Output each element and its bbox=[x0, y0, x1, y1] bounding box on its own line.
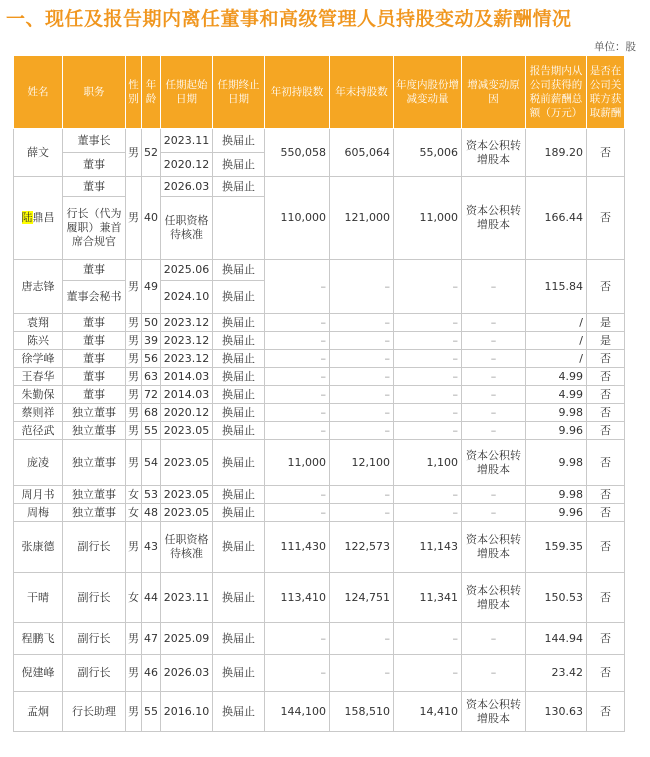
cell-init: – bbox=[265, 350, 330, 368]
cell-end: 换届止 bbox=[213, 404, 265, 422]
cell-end: 换届止 bbox=[213, 573, 265, 623]
cell-sex: 男 bbox=[126, 522, 142, 573]
page-title: 一、现任及报告期内离任董事和高级管理人员持股变动及薪酬情况 bbox=[6, 8, 572, 30]
cell-reason: – bbox=[462, 386, 526, 404]
cell-sex: 男 bbox=[126, 440, 142, 486]
cell-end bbox=[213, 197, 265, 260]
cell-start: 任职资格待核准 bbox=[161, 197, 213, 260]
cell-title: 独立董事 bbox=[63, 422, 126, 440]
cell-name: 陈兴 bbox=[14, 332, 63, 350]
cell-start: 任职资格待核准 bbox=[161, 522, 213, 573]
cell-reason: – bbox=[462, 314, 526, 332]
cell-change: 55,006 bbox=[394, 129, 462, 177]
cell-title: 董事 bbox=[63, 332, 126, 350]
cell-end: 换届止 bbox=[213, 177, 265, 197]
cell-end: 换届止 bbox=[213, 350, 265, 368]
cell-related: 是 bbox=[587, 314, 625, 332]
cell-age: 55 bbox=[142, 422, 161, 440]
cell-title: 行长（代为履职）兼首席合规官 bbox=[63, 197, 126, 260]
cell-reason: 资本公积转增股本 bbox=[462, 573, 526, 623]
cell-init: – bbox=[265, 655, 330, 692]
cell-title: 董事会秘书 bbox=[63, 281, 126, 314]
cell-end: 换届止 bbox=[213, 522, 265, 573]
cell-name: 孟炯 bbox=[14, 692, 63, 732]
cell-final: – bbox=[330, 486, 394, 504]
cell-name: 徐学峰 bbox=[14, 350, 63, 368]
highlight-mark: 陆 bbox=[21, 211, 33, 224]
cell-title: 董事 bbox=[63, 314, 126, 332]
cell-start: 2024.10 bbox=[161, 281, 213, 314]
cell-age: 44 bbox=[142, 573, 161, 623]
cell-pay: 159.35 bbox=[526, 522, 587, 573]
cell-age: 68 bbox=[142, 404, 161, 422]
cell-sex: 男 bbox=[126, 368, 142, 386]
cell-name: 范径武 bbox=[14, 422, 63, 440]
table-row bbox=[14, 386, 625, 404]
cell-end: 换届止 bbox=[213, 504, 265, 522]
cell-name: 张康德 bbox=[14, 522, 63, 573]
cell-pay: 23.42 bbox=[526, 655, 587, 692]
cell-reason: – bbox=[462, 332, 526, 350]
cell-sex: 男 bbox=[126, 314, 142, 332]
cell-title: 独立董事 bbox=[63, 440, 126, 486]
cell-title: 董事 bbox=[63, 177, 126, 197]
cell-title: 副行长 bbox=[63, 522, 126, 573]
cell-related: 否 bbox=[587, 655, 625, 692]
cell-title: 独立董事 bbox=[63, 504, 126, 522]
cell-start: 2016.10 bbox=[161, 692, 213, 732]
cell-final: – bbox=[330, 260, 394, 314]
table-row bbox=[14, 314, 625, 332]
cell-final: 124,751 bbox=[330, 573, 394, 623]
cell-pay: 115.84 bbox=[526, 260, 587, 314]
table-row bbox=[14, 129, 625, 153]
cell-start: 2023.12 bbox=[161, 350, 213, 368]
cell-sex: 男 bbox=[126, 177, 142, 260]
cell-init: – bbox=[265, 368, 330, 386]
table-row bbox=[14, 486, 625, 504]
cell-related: 否 bbox=[587, 404, 625, 422]
cell-final: – bbox=[330, 350, 394, 368]
cell-change: – bbox=[394, 504, 462, 522]
cell-age: 72 bbox=[142, 386, 161, 404]
cell-related: 否 bbox=[587, 692, 625, 732]
col-header-change: 年度内股份增减变动量 bbox=[394, 56, 462, 129]
cell-sex: 男 bbox=[126, 692, 142, 732]
cell-related: 否 bbox=[587, 386, 625, 404]
cell-sex: 男 bbox=[126, 260, 142, 314]
cell-name: 周月书 bbox=[14, 486, 63, 504]
cell-name: 唐志锋 bbox=[14, 260, 63, 314]
cell-pay: 9.98 bbox=[526, 404, 587, 422]
cell-reason: – bbox=[462, 486, 526, 504]
cell-init: – bbox=[265, 623, 330, 655]
cell-age: 50 bbox=[142, 314, 161, 332]
cell-change: 11,341 bbox=[394, 573, 462, 623]
cell-age: 52 bbox=[142, 129, 161, 177]
cell-change: – bbox=[394, 422, 462, 440]
header-row bbox=[14, 56, 625, 129]
cell-start: 2025.09 bbox=[161, 623, 213, 655]
cell-title: 行长助理 bbox=[63, 692, 126, 732]
cell-sex: 男 bbox=[126, 422, 142, 440]
cell-start: 2023.05 bbox=[161, 486, 213, 504]
cell-final: – bbox=[330, 332, 394, 350]
cell-name: 周梅 bbox=[14, 504, 63, 522]
cell-age: 53 bbox=[142, 486, 161, 504]
cell-change: – bbox=[394, 314, 462, 332]
cell-age: 55 bbox=[142, 692, 161, 732]
cell-sex: 男 bbox=[126, 350, 142, 368]
cell-start: 2023.05 bbox=[161, 440, 213, 486]
cell-end: 换届止 bbox=[213, 422, 265, 440]
cell-start: 2020.12 bbox=[161, 153, 213, 177]
cell-end: 换届止 bbox=[213, 129, 265, 153]
cell-age: 46 bbox=[142, 655, 161, 692]
cell-end: 换届止 bbox=[213, 692, 265, 732]
table-row bbox=[14, 692, 625, 732]
cell-age: 39 bbox=[142, 332, 161, 350]
cell-pay: 9.96 bbox=[526, 504, 587, 522]
cell-final: – bbox=[330, 504, 394, 522]
cell-sex: 男 bbox=[126, 129, 142, 177]
cell-init: 550,058 bbox=[265, 129, 330, 177]
cell-name: 袁翔 bbox=[14, 314, 63, 332]
cell-related: 否 bbox=[587, 422, 625, 440]
cell-final: 121,000 bbox=[330, 177, 394, 260]
cell-related: 否 bbox=[587, 368, 625, 386]
col-header-age: 年龄 bbox=[142, 56, 161, 129]
cell-sex: 男 bbox=[126, 386, 142, 404]
cell-init: 144,100 bbox=[265, 692, 330, 732]
table-row bbox=[14, 332, 625, 350]
cell-init: – bbox=[265, 404, 330, 422]
cell-related: 否 bbox=[587, 440, 625, 486]
cell-name: 朱勤保 bbox=[14, 386, 63, 404]
col-header-title: 职务 bbox=[63, 56, 126, 129]
cell-change: – bbox=[394, 368, 462, 386]
cell-init: – bbox=[265, 386, 330, 404]
cell-related: 否 bbox=[587, 177, 625, 260]
cell-change: – bbox=[394, 350, 462, 368]
cell-reason: 资本公积转增股本 bbox=[462, 440, 526, 486]
cell-title: 副行长 bbox=[63, 655, 126, 692]
cell-start: 2026.03 bbox=[161, 177, 213, 197]
cell-reason: – bbox=[462, 368, 526, 386]
cell-title: 董事 bbox=[63, 368, 126, 386]
holdings-table bbox=[13, 55, 625, 732]
cell-pay: 130.63 bbox=[526, 692, 587, 732]
cell-reason: 资本公积转增股本 bbox=[462, 692, 526, 732]
cell-related: 是 bbox=[587, 332, 625, 350]
cell-name: 蔡则祥 bbox=[14, 404, 63, 422]
cell-start: 2023.12 bbox=[161, 332, 213, 350]
cell-related: 否 bbox=[587, 522, 625, 573]
cell-start: 2023.12 bbox=[161, 314, 213, 332]
cell-title: 副行长 bbox=[63, 623, 126, 655]
table-row bbox=[14, 504, 625, 522]
cell-pay: 9.98 bbox=[526, 440, 587, 486]
table-row bbox=[14, 422, 625, 440]
cell-sex: 女 bbox=[126, 486, 142, 504]
cell-change: – bbox=[394, 655, 462, 692]
cell-age: 56 bbox=[142, 350, 161, 368]
cell-init: – bbox=[265, 332, 330, 350]
table-row bbox=[14, 573, 625, 623]
cell-reason: 资本公积转增股本 bbox=[462, 522, 526, 573]
cell-change: – bbox=[394, 260, 462, 314]
cell-reason: – bbox=[462, 504, 526, 522]
cell-related: 否 bbox=[587, 129, 625, 177]
cell-pay: 4.99 bbox=[526, 386, 587, 404]
cell-final: – bbox=[330, 623, 394, 655]
cell-final: – bbox=[330, 655, 394, 692]
table-row bbox=[14, 655, 625, 692]
col-header-name: 姓名 bbox=[14, 56, 63, 129]
cell-age: 48 bbox=[142, 504, 161, 522]
cell-pay: 189.20 bbox=[526, 129, 587, 177]
col-header-final: 年末持股数 bbox=[330, 56, 394, 129]
cell-age: 43 bbox=[142, 522, 161, 573]
cell-final: – bbox=[330, 422, 394, 440]
cell-init: – bbox=[265, 260, 330, 314]
cell-age: 49 bbox=[142, 260, 161, 314]
cell-start: 2023.11 bbox=[161, 129, 213, 153]
cell-age: 47 bbox=[142, 623, 161, 655]
cell-final: – bbox=[330, 314, 394, 332]
cell-init: 113,410 bbox=[265, 573, 330, 623]
cell-end: 换届止 bbox=[213, 386, 265, 404]
cell-title: 董事 bbox=[63, 153, 126, 177]
cell-reason: – bbox=[462, 422, 526, 440]
cell-change: 11,000 bbox=[394, 177, 462, 260]
cell-title: 独立董事 bbox=[63, 486, 126, 504]
cell-related: 否 bbox=[587, 504, 625, 522]
cell-pay: / bbox=[526, 350, 587, 368]
cell-title: 董事长 bbox=[63, 129, 126, 153]
cell-start: 2026.03 bbox=[161, 655, 213, 692]
cell-name-rest: 鼎昌 bbox=[32, 211, 55, 224]
cell-reason: – bbox=[462, 655, 526, 692]
cell-init: – bbox=[265, 422, 330, 440]
table-row bbox=[14, 522, 625, 573]
cell-end: 换届止 bbox=[213, 623, 265, 655]
cell-start: 2020.12 bbox=[161, 404, 213, 422]
cell-name: 庞凌 bbox=[14, 440, 63, 486]
cell-reason: 资本公积转增股本 bbox=[462, 177, 526, 260]
cell-start: 2014.03 bbox=[161, 368, 213, 386]
cell-end: 换届止 bbox=[213, 260, 265, 281]
cell-end: 换届止 bbox=[213, 486, 265, 504]
cell-end: 换届止 bbox=[213, 368, 265, 386]
cell-name: 程鹏飞 bbox=[14, 623, 63, 655]
cell-change: – bbox=[394, 404, 462, 422]
cell-end: 换届止 bbox=[213, 314, 265, 332]
cell-sex: 女 bbox=[126, 573, 142, 623]
col-header-start: 任期起始日期 bbox=[161, 56, 213, 129]
cell-final: 12,100 bbox=[330, 440, 394, 486]
cell-final: 605,064 bbox=[330, 129, 394, 177]
table-row bbox=[14, 177, 625, 197]
cell-change: – bbox=[394, 486, 462, 504]
cell-change: – bbox=[394, 386, 462, 404]
table-row bbox=[14, 623, 625, 655]
cell-pay: 144.94 bbox=[526, 623, 587, 655]
cell-init: 11,000 bbox=[265, 440, 330, 486]
cell-final: – bbox=[330, 404, 394, 422]
cell-sex: 女 bbox=[126, 504, 142, 522]
cell-sex: 男 bbox=[126, 332, 142, 350]
cell-pay: 4.99 bbox=[526, 368, 587, 386]
unit-label: 单位：股 bbox=[594, 41, 636, 53]
cell-start: 2023.05 bbox=[161, 504, 213, 522]
table-row bbox=[14, 404, 625, 422]
cell-init: – bbox=[265, 486, 330, 504]
cell-age: 40 bbox=[142, 177, 161, 260]
cell-reason: – bbox=[462, 350, 526, 368]
cell-pay: 166.44 bbox=[526, 177, 587, 260]
cell-change: – bbox=[394, 623, 462, 655]
cell-pay: 9.96 bbox=[526, 422, 587, 440]
table-row bbox=[14, 440, 625, 486]
col-header-reason: 增减变动原因 bbox=[462, 56, 526, 129]
cell-start: 2014.03 bbox=[161, 386, 213, 404]
cell-init: – bbox=[265, 504, 330, 522]
cell-name bbox=[14, 177, 63, 260]
cell-name: 倪建峰 bbox=[14, 655, 63, 692]
cell-reason: – bbox=[462, 404, 526, 422]
cell-init: 110,000 bbox=[265, 177, 330, 260]
cell-change: 1,100 bbox=[394, 440, 462, 486]
cell-age: 54 bbox=[142, 440, 161, 486]
cell-name: 薛文 bbox=[14, 129, 63, 177]
cell-pay: / bbox=[526, 314, 587, 332]
cell-final: – bbox=[330, 368, 394, 386]
table-row bbox=[14, 350, 625, 368]
cell-pay: 150.53 bbox=[526, 573, 587, 623]
cell-related: 否 bbox=[587, 260, 625, 314]
cell-start: 2025.06 bbox=[161, 260, 213, 281]
cell-title: 副行长 bbox=[63, 573, 126, 623]
cell-end: 换届止 bbox=[213, 332, 265, 350]
cell-end: 换届止 bbox=[213, 153, 265, 177]
cell-change: 14,410 bbox=[394, 692, 462, 732]
cell-pay: 9.98 bbox=[526, 486, 587, 504]
cell-change: 11,143 bbox=[394, 522, 462, 573]
cell-name: 干晴 bbox=[14, 573, 63, 623]
cell-final: 122,573 bbox=[330, 522, 394, 573]
cell-title: 独立董事 bbox=[63, 404, 126, 422]
cell-sex: 男 bbox=[126, 404, 142, 422]
cell-related: 否 bbox=[587, 573, 625, 623]
cell-reason: 资本公积转增股本 bbox=[462, 129, 526, 177]
cell-name: 王春华 bbox=[14, 368, 63, 386]
cell-related: 否 bbox=[587, 350, 625, 368]
col-header-end: 任期终止日期 bbox=[213, 56, 265, 129]
cell-age: 63 bbox=[142, 368, 161, 386]
cell-final: – bbox=[330, 386, 394, 404]
cell-init: 111,430 bbox=[265, 522, 330, 573]
cell-init: – bbox=[265, 314, 330, 332]
cell-reason: – bbox=[462, 623, 526, 655]
table-row bbox=[14, 368, 625, 386]
cell-sex: 男 bbox=[126, 655, 142, 692]
cell-title: 董事 bbox=[63, 260, 126, 281]
cell-related: 否 bbox=[587, 486, 625, 504]
col-header-init: 年初持股数 bbox=[265, 56, 330, 129]
col-header-pay: 报告期内从公司获得的税前薪酬总额（万元） bbox=[526, 56, 587, 129]
cell-start: 2023.11 bbox=[161, 573, 213, 623]
cell-end: 换届止 bbox=[213, 655, 265, 692]
cell-reason: – bbox=[462, 260, 526, 314]
col-header-related: 是否在公司关联方获取薪酬 bbox=[587, 56, 625, 129]
cell-start: 2023.05 bbox=[161, 422, 213, 440]
cell-end: 换届止 bbox=[213, 281, 265, 314]
cell-change: – bbox=[394, 332, 462, 350]
cell-end: 换届止 bbox=[213, 440, 265, 486]
cell-pay: / bbox=[526, 332, 587, 350]
table-row bbox=[14, 260, 625, 281]
col-header-sex: 性别 bbox=[126, 56, 142, 129]
cell-sex: 男 bbox=[126, 623, 142, 655]
cell-title: 董事 bbox=[63, 350, 126, 368]
cell-final: 158,510 bbox=[330, 692, 394, 732]
cell-title: 董事 bbox=[63, 386, 126, 404]
cell-related: 否 bbox=[587, 623, 625, 655]
